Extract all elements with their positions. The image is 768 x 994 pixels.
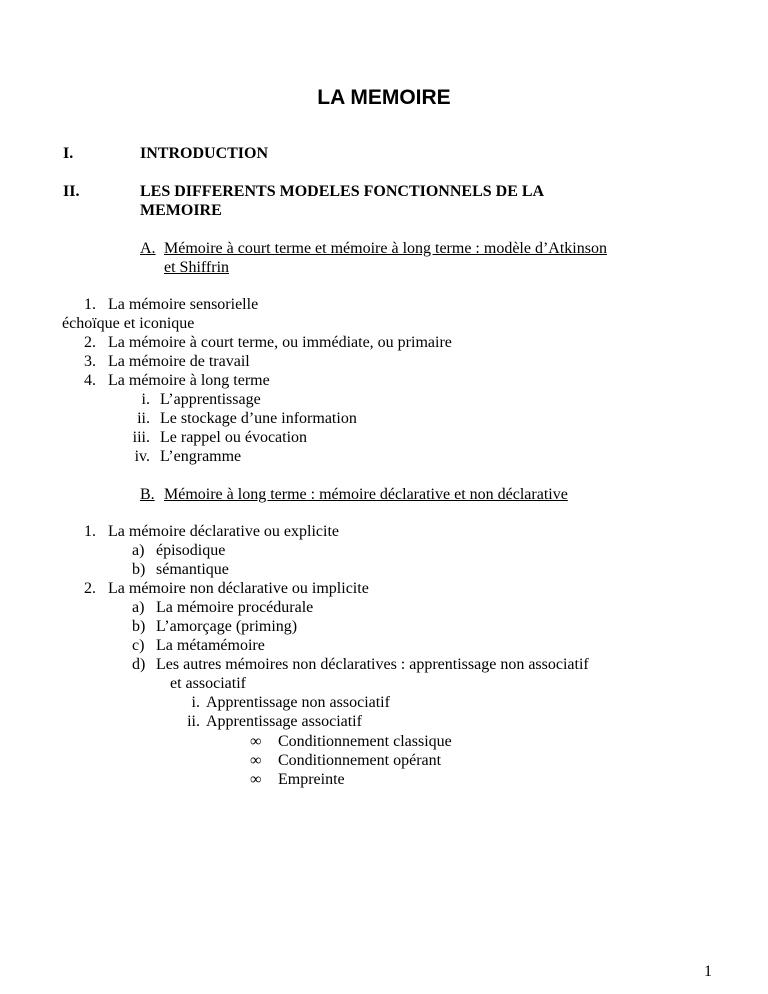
section-1-heading: INTRODUCTION <box>140 145 269 162</box>
list-item-number: 1. <box>84 296 96 313</box>
letter-item: épisodique <box>156 542 226 559</box>
bullet-item: Conditionnement classique <box>278 733 452 750</box>
subsection-b-letter: B. <box>140 486 155 503</box>
list-item: La mémoire sensorielle <box>108 296 259 313</box>
letter-marker: b) <box>132 561 146 578</box>
letter-item: La métamémoire <box>156 637 265 654</box>
letter-item: sémantique <box>156 561 229 578</box>
page-title: LA MEMOIRE <box>317 86 451 109</box>
roman-item: L’apprentissage <box>160 391 261 408</box>
infinity-bullet-icon: ∞ <box>250 733 262 750</box>
letter-item: La mémoire procédurale <box>156 599 314 616</box>
roman-numeral: i. <box>141 391 150 408</box>
subsection-a-heading-line1: Mémoire à court terme et mémoire à long terme : modèle d’Atkinson <box>164 240 607 257</box>
letter-item-continuation: et associatif <box>170 675 246 692</box>
letter-item: L’amorçage (priming) <box>156 618 298 635</box>
list-item: La mémoire déclarative ou explicite <box>108 523 339 540</box>
section-2-heading-line2: MEMOIRE <box>140 202 222 219</box>
list-item-number: 2. <box>84 334 96 351</box>
roman-item: Apprentissage non associatif <box>206 694 390 711</box>
roman-numeral: iii. <box>132 429 150 446</box>
bullet-item: Conditionnement opérant <box>278 752 442 769</box>
letter-marker: a) <box>132 542 145 559</box>
list-item-number: 3. <box>84 353 96 370</box>
list-item: La mémoire à long terme <box>108 372 270 389</box>
roman-item: Apprentissage associatif <box>206 713 362 730</box>
roman-numeral: iv. <box>134 448 150 465</box>
roman-item: Le stockage d’une information <box>160 410 357 427</box>
roman-numeral: ii. <box>137 410 150 427</box>
section-2-number: II. <box>63 183 80 200</box>
infinity-bullet-icon: ∞ <box>250 752 262 769</box>
subsection-b-heading: Mémoire à long terme : mémoire déclarative et non déclarative <box>164 486 568 503</box>
letter-item: Les autres mémoires non déclaratives : apprentissage non associatif <box>156 656 589 673</box>
list-item-number: 4. <box>84 372 96 389</box>
roman-item: L’engramme <box>160 448 242 465</box>
list-item: La mémoire de travail <box>108 353 250 370</box>
roman-numeral: ii. <box>187 713 200 730</box>
roman-numeral: i. <box>191 694 200 711</box>
roman-item: Le rappel ou évocation <box>160 429 308 446</box>
list-item: La mémoire à court terme, ou immédiate, ou primaire <box>108 334 452 351</box>
bullet-item: Empreinte <box>278 771 345 788</box>
infinity-bullet-icon: ∞ <box>250 771 262 788</box>
section-1-number: I. <box>63 145 74 162</box>
letter-marker: d) <box>132 656 146 673</box>
section-2-heading-line1: LES DIFFERENTS MODELES FONCTIONNELS DE LA <box>140 183 545 200</box>
letter-marker: c) <box>132 637 145 654</box>
subsection-a-heading-line2: et Shiffrin <box>164 259 230 276</box>
list-item-number: 1. <box>84 523 96 540</box>
list-item-number: 2. <box>84 580 96 597</box>
page-number: 1 <box>704 963 712 980</box>
letter-marker: a) <box>132 599 145 616</box>
list-item: La mémoire non déclarative ou implicite <box>108 580 369 597</box>
letter-marker: b) <box>132 618 146 635</box>
subsection-a-letter: A. <box>140 240 156 257</box>
list-item-continuation: échoïque et iconique <box>62 315 195 332</box>
